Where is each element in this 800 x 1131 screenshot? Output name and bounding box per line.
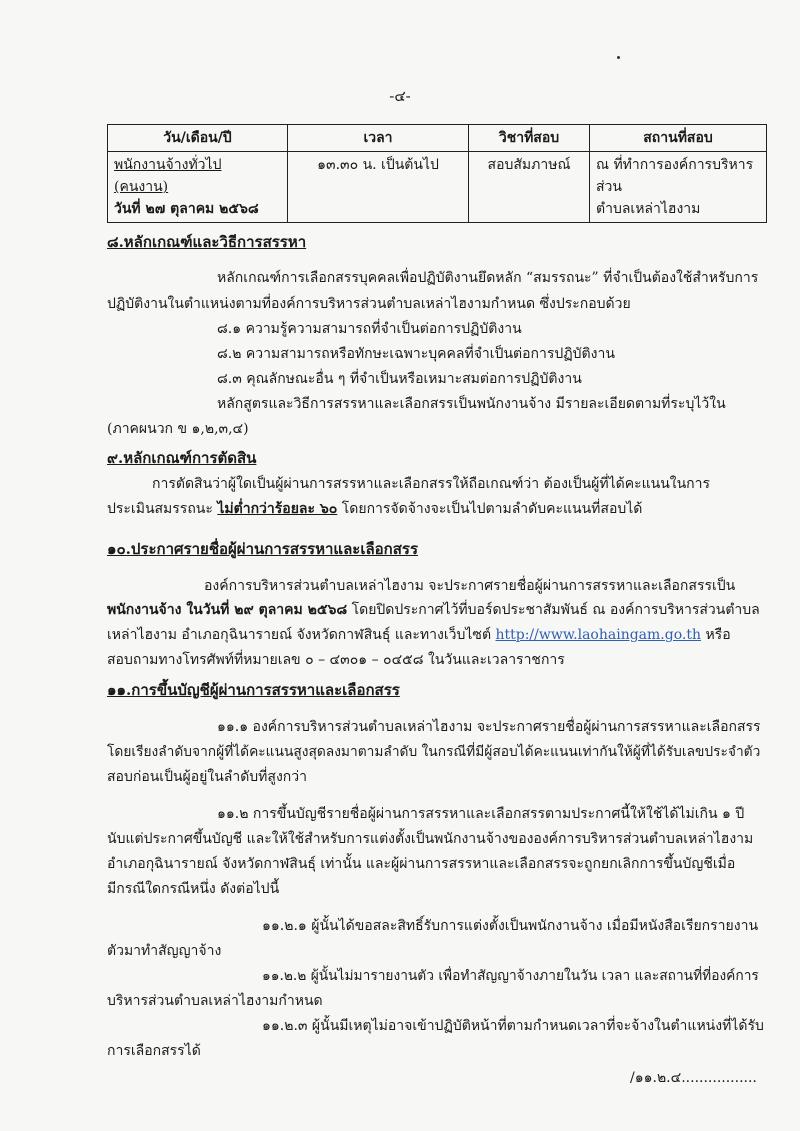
announcement-date: ในวันที่ ๒๙ ตุลาคม ๒๕๖๘ (186, 602, 348, 618)
header-subject: วิชาที่สอบ (469, 125, 590, 152)
sec11-2-line3: อำเภอกุฉินารายณ์ จังหวัดกาฬสินธุ์ เท่านั้น และผู้ผ่านการสรรหาและเลือกสรรจะถูกยกเลิกการขึ้นบัญชีเมื่อ (107, 856, 736, 872)
sec11-2-1-line2: ตัวมาทำสัญญาจ้าง (107, 943, 222, 959)
header-time: เวลา (288, 125, 469, 152)
page-number: -๔- (389, 87, 411, 105)
sec8-item1: ๘.๑ ความรู้ความสามารถที่จำเป็นต่อการปฏิบัติงาน (217, 321, 522, 337)
sec9-line2: ประเมินสมรรถนะ ไม่ต่ำกว่าร้อยละ ๖๐ โดยการจัดจ้างจะเป็นไปตามลำดับคะแนนที่สอบได้ (107, 501, 643, 517)
cell-subject: สอบสัมภาษณ์ (469, 152, 590, 223)
sec8-item3: ๘.๓ คุณลักษณะอื่น ๆ ที่จำเป็นหรือเหมาะสมต่อการปฏิบัติงาน (217, 371, 582, 387)
table-row (108, 152, 767, 223)
sec8-para2-line2: (ภาคผนวก ข ๑,๒,๓,๔) (107, 421, 249, 437)
website-link[interactable]: http://www.laohaingam.go.th (495, 627, 701, 643)
header-place: สถานที่สอบ (590, 125, 767, 152)
position-name: พนักงานจ้างทั่วไป (114, 157, 222, 173)
sec11-2-2-line1: ๑๑.๒.๒ ผู้นั้นไม่มารายงานตัว เพื่อทำสัญญาจ้างภายในวัน เวลา และสถานที่ที่องค์การ (262, 968, 759, 984)
sec11-2-line4: มีกรณีใดกรณีหนึ่ง ดังต่อไปนี้ (107, 881, 280, 897)
exam-date: วันที่ ๒๗ ตุลาคม ๒๕๖๘ (114, 201, 259, 217)
sec10-line2: พนักงานจ้าง ในวันที่ ๒๙ ตุลาคม ๒๕๖๘ โดยปิดประกาศไว้ที่บอร์ดประชาสัมพันธ์ ณ องค์การบริหารส่วนตำบล (107, 602, 760, 618)
sec9-line1: การตัดสินว่าผู้ใดเป็นผู้ผ่านการสรรหาและเลือกสรรให้ถือเกณฑ์ว่า ต้องเป็นผู้ที่ได้คะแนนในการ (152, 476, 711, 492)
sec10-line4: สอบถามทางโทรศัพท์ที่หมายเลข ๐ – ๔๓๐๑ – ๐๔๕๘ ในวันและเวลาราชการ (107, 652, 565, 668)
sec11-2-line1: ๑๑.๒ การขึ้นบัญชีรายชื่อผู้ผ่านการสรรหาและเลือกสรรตามประกาศนี้ให้ใช้ได้ไม่เกิน ๑ ปี (217, 806, 745, 822)
sec10-line3: เหล่าไฮงาม อำเภอกุฉินารายณ์ จังหวัดกาฬสินธุ์ และทางเว็บไซต์ http://www.laohaingam.go.th หรือ (107, 627, 731, 643)
cell-date (108, 152, 288, 223)
cell-place: ณ ที่ทำการองค์การบริหารส่วน ตำบลเหล่าไฮงาม (590, 152, 767, 223)
sec10-heading: ๑๐.ประกาศรายชื่อผู้ผ่านการสรรหาและเลือกสรร (107, 540, 419, 558)
sec8-para1-line2: ปฏิบัติงานในตำแหน่งตามที่องค์การบริหารส่วนตำบลเหล่าไฮงามกำหนด ซึ่งประกอบด้วย (107, 296, 631, 312)
sec11-1-line2: โดยเรียงลำดับจากผู้ที่ได้คะแนนสูงสุดลงมาตามลำดับ ในกรณีที่มีผู้สอบได้คะแนนเท่ากันให้ผู้ที่ได้รับเลขประจำตัว (107, 744, 761, 760)
position-type: (คนงาน) (114, 179, 169, 195)
exam-schedule-table (107, 124, 767, 223)
sec8-para1-line1: หลักเกณฑ์การเลือกสรรบุคคลเพื่อปฏิบัติงานยึดหลัก “สมรรถนะ” ที่จำเป็นต้องใช้สำหรับการ (217, 270, 759, 286)
sec11-2-line2: นับแต่ประกาศขึ้นบัญชี และให้ใช้สำหรับการแต่งตั้งเป็นพนักงานจ้างขององค์การบริหารส่วนตำบลเหล่าไฮงาม (107, 831, 754, 847)
sec11-1-line1: ๑๑.๑ องค์การบริหารส่วนตำบลเหล่าไฮงาม จะประกาศรายชื่อผู้ผ่านการสรรหาและเลือกสรร (217, 719, 761, 735)
sec9-heading: ๙.หลักเกณฑ์การตัดสิน (107, 449, 257, 467)
speck-mark (617, 56, 620, 59)
table-header-row (108, 125, 767, 152)
sec11-2-2-line2: บริหารส่วนตำบลเหล่าไฮงามกำหนด (107, 993, 323, 1009)
sec11-1-line3: สอบก่อนเป็นผู้อยู่ในลำดับที่สูงกว่า (107, 769, 307, 785)
sec11-heading: ๑๑.การขึ้นบัญชีผู้ผ่านการสรรหาและเลือกสรร (107, 681, 400, 699)
sec8-item2: ๘.๒ ความสามารถหรือทักษะเฉพาะบุคคลที่จำเป็นต่อการปฏิบัติงาน (217, 346, 615, 362)
sec8-heading: ๘.หลักเกณฑ์และวิธีการสรรหา (107, 233, 307, 251)
sec11-2-1-line1: ๑๑.๒.๑ ผู้นั้นได้ขอสละสิทธิ์รับการแต่งตั้งเป็นพนักงานจ้าง เมื่อมีหนังสือเรียกรายงาน (262, 918, 759, 934)
sec11-2-3-line2: การเลือกสรรได้ (107, 1043, 201, 1059)
continuation-marker: /๑๑.๒.๔................. (630, 1070, 757, 1086)
minimum-score: ไม่ต่ำกว่าร้อยละ ๖๐ (217, 501, 338, 517)
sec10-line1: องค์การบริหารส่วนตำบลเหล่าไฮงาม จะประกาศรายชื่อผู้ผ่านการสรรหาและเลือกสรรเป็น (204, 578, 736, 594)
header-date: วัน/เดือน/ปี (108, 125, 288, 152)
cell-time: ๑๓.๓๐ น. เป็นต้นไป (288, 152, 469, 223)
sec11-2-3-line1: ๑๑.๒.๓ ผู้นั้นมีเหตุไม่อาจเข้าปฏิบัติหน้าที่ตามกำหนดเวลาที่จะจ้างในตำแหน่งที่ได้รับ (262, 1018, 764, 1034)
sec8-para2-line1: หลักสูตรและวิธีการสรรหาและเลือกสรรเป็นพนักงานจ้าง มีรายละเอียดตามที่ระบุไว้ใน (217, 396, 726, 412)
